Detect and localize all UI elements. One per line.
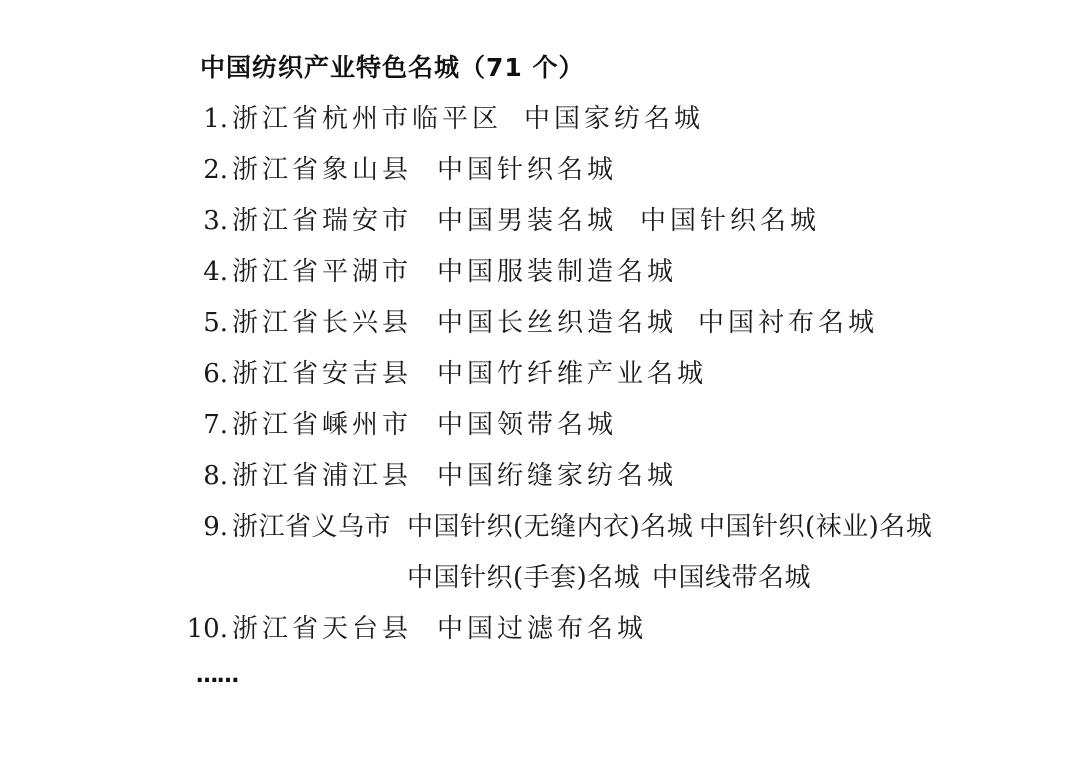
list-item	[0, 505, 1080, 549]
item-city-title: 中国男装名城	[437, 206, 618, 236]
item-place: 浙江省象山县	[232, 155, 413, 185]
item-city-title: 中国针织名城	[640, 206, 821, 236]
list-item	[0, 403, 1080, 447]
item-city-title: 中国服装制造名城	[437, 257, 678, 287]
item-place: 浙江省长兴县	[232, 308, 413, 338]
item-number: 6.	[203, 359, 228, 389]
list-item	[0, 148, 1080, 192]
item-number: 10.	[186, 614, 228, 644]
list-item	[0, 607, 1080, 651]
item-number: 4.	[203, 257, 228, 287]
item-city-title: 中国长丝织造名城	[437, 308, 678, 338]
list-item	[0, 250, 1080, 294]
item-place: 浙江省平湖市	[232, 257, 413, 287]
item-place: 浙江省义乌市	[232, 512, 392, 542]
item-city-title: 中国衬布名城	[698, 308, 879, 338]
item-place: 浙江省嵊州市	[232, 410, 413, 440]
item-city-title: 中国领带名城	[437, 410, 618, 440]
list-item-continuation	[0, 556, 1080, 600]
item-city-title: 中国竹纤维产业名城	[437, 359, 708, 389]
item-number: 3.	[203, 206, 228, 236]
item-number: 1.	[203, 104, 228, 134]
item-place: 浙江省天台县	[232, 614, 413, 644]
item-city-title: 中国针织(手套)名城	[407, 563, 641, 593]
list-item	[0, 199, 1080, 243]
item-number: 7.	[203, 410, 228, 440]
item-number: 9.	[203, 512, 228, 542]
list-item	[0, 454, 1080, 498]
item-city-title: 中国线带名城	[652, 563, 812, 593]
item-city-title: 中国过滤布名城	[437, 614, 648, 644]
item-number: 8.	[203, 461, 228, 491]
item-city-title: 中国家纺名城	[524, 104, 705, 134]
item-city-title: 中国针织(无缝内衣)名城	[407, 512, 694, 542]
item-place: 浙江省瑞安市	[232, 206, 413, 236]
item-place: 浙江省杭州市临平区	[232, 104, 503, 134]
item-city-title: 中国绗缝家纺名城	[437, 461, 678, 491]
item-city-title: 中国针织(袜业)名城	[699, 512, 933, 542]
item-number: 5.	[203, 308, 228, 338]
document-title: 中国纺织产业特色名城（71 个）	[200, 53, 585, 82]
list-item	[0, 301, 1080, 345]
list-item	[0, 97, 1080, 141]
list-item	[0, 352, 1080, 396]
item-place: 浙江省安吉县	[232, 359, 413, 389]
continuation-ellipsis: ……	[196, 663, 238, 688]
item-number: 2.	[203, 155, 228, 185]
item-place: 浙江省浦江县	[232, 461, 413, 491]
item-city-title: 中国针织名城	[437, 155, 618, 185]
